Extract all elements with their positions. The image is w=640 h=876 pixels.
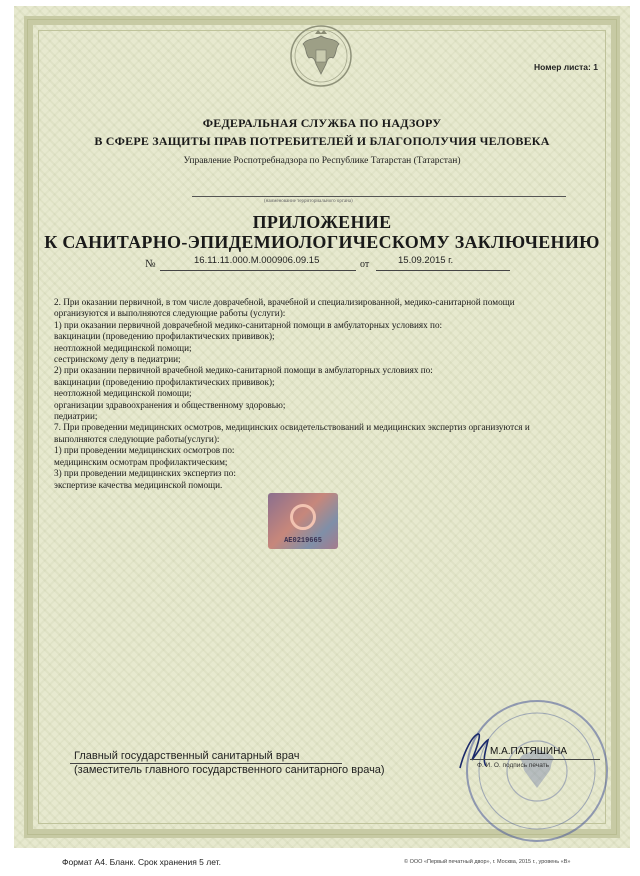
- agency-name-line2: В СФЕРЕ ЗАЩИТЫ ПРАВ ПОТРЕБИТЕЛЕЙ И БЛАГОПОЛУЧИЯ ЧЕЛОВЕКА: [94, 134, 550, 148]
- branch-caption: (наименование территориального органа): [264, 199, 353, 204]
- body-line: вакцинации (проведению профилактических прививок);: [54, 376, 275, 387]
- form-footer: Формат А4. Бланк. Срок хранения 5 лет.: [62, 857, 221, 867]
- body-line: экспертизе качества медицинской помощи.: [54, 479, 223, 490]
- hologram-sticker: [268, 493, 338, 549]
- body-line: организации здравоохранения и общественному здоровью;: [54, 399, 286, 410]
- number-underline: [160, 270, 356, 271]
- hologram-emblem-icon: [290, 504, 316, 530]
- body-line: неотложной медицинской помощи;: [54, 388, 192, 399]
- official-position: Главный государственный санитарный врач: [74, 750, 300, 762]
- conclusion-number: 16.11.11.000.М.000906.09.15: [194, 255, 320, 266]
- conclusion-date: 15.09.2015 г.: [398, 255, 454, 266]
- agency-name-line1: ФЕДЕРАЛЬНАЯ СЛУЖБА ПО НАДЗОРУ: [202, 116, 442, 130]
- date-label: от: [360, 259, 370, 270]
- number-label: №: [145, 258, 156, 270]
- territorial-branch: Управление Роспотребнадзора по Республике Татарстан (Татарстан): [183, 156, 461, 166]
- certificate-sheet: [14, 6, 630, 848]
- date-underline: [376, 270, 510, 271]
- body-line: 1) при проведении медицинских осмотров по:: [54, 445, 235, 456]
- body-line: медицинским осмотрам профилактическим;: [54, 456, 228, 467]
- body-line: 7. При проведении медицинских осмотров, медицинских освидетельствований и медицинских экспертиз организуются и: [54, 422, 530, 433]
- signature-caption: Ф. И. О. подпись печать: [477, 762, 550, 769]
- hologram-code: AE0219665: [284, 537, 322, 545]
- body-line: выполняются следующие работы(услуги):: [54, 433, 220, 444]
- body-line: 1) при оказании первичной доврачебной медико-санитарной помощи в амбулаторных условиях по:: [54, 319, 443, 330]
- document-title: ПРИЛОЖЕНИЕ: [252, 212, 392, 232]
- body-line: педиатрии;: [54, 411, 98, 422]
- body-line: вакцинации (проведению профилактических прививок);: [54, 331, 275, 342]
- body-line: сестринскому делу в педиатрии;: [54, 354, 181, 365]
- signer-underline: [470, 759, 600, 760]
- services-list: [54, 297, 602, 491]
- body-line: 2) при оказании первичной врачебной медико-санитарной помощи в амбулаторных условиях по:: [54, 365, 433, 376]
- body-line: 3) при проведении медицинских экспертиз по:: [54, 468, 236, 479]
- document-subtitle: К САНИТАРНО-ЭПИДЕМИОЛОГИЧЕСКОМУ ЗАКЛЮЧЕНИЮ: [44, 232, 600, 252]
- official-position-alt: (заместитель главного государственного санитарного врача): [74, 764, 385, 776]
- body-line: организуются и выполняются следующие работы (услуги):: [54, 308, 286, 319]
- sheet-number: Номер листа: 1: [534, 62, 598, 72]
- signer-name: М.А.ПАТЯШИНА: [490, 746, 567, 757]
- printer-footer: © ООО «Первый печатный двор», г. Москва, 2015 г., уровень «В»: [404, 859, 571, 865]
- body-line: 2. При оказании первичной, в том числе доврачебной, врачебной и специализированной, медико-санитарной помощи: [54, 297, 515, 307]
- branch-divider: [192, 196, 566, 197]
- coat-of-arms-icon: [288, 24, 354, 88]
- body-line: неотложной медицинской помощи;: [54, 342, 192, 353]
